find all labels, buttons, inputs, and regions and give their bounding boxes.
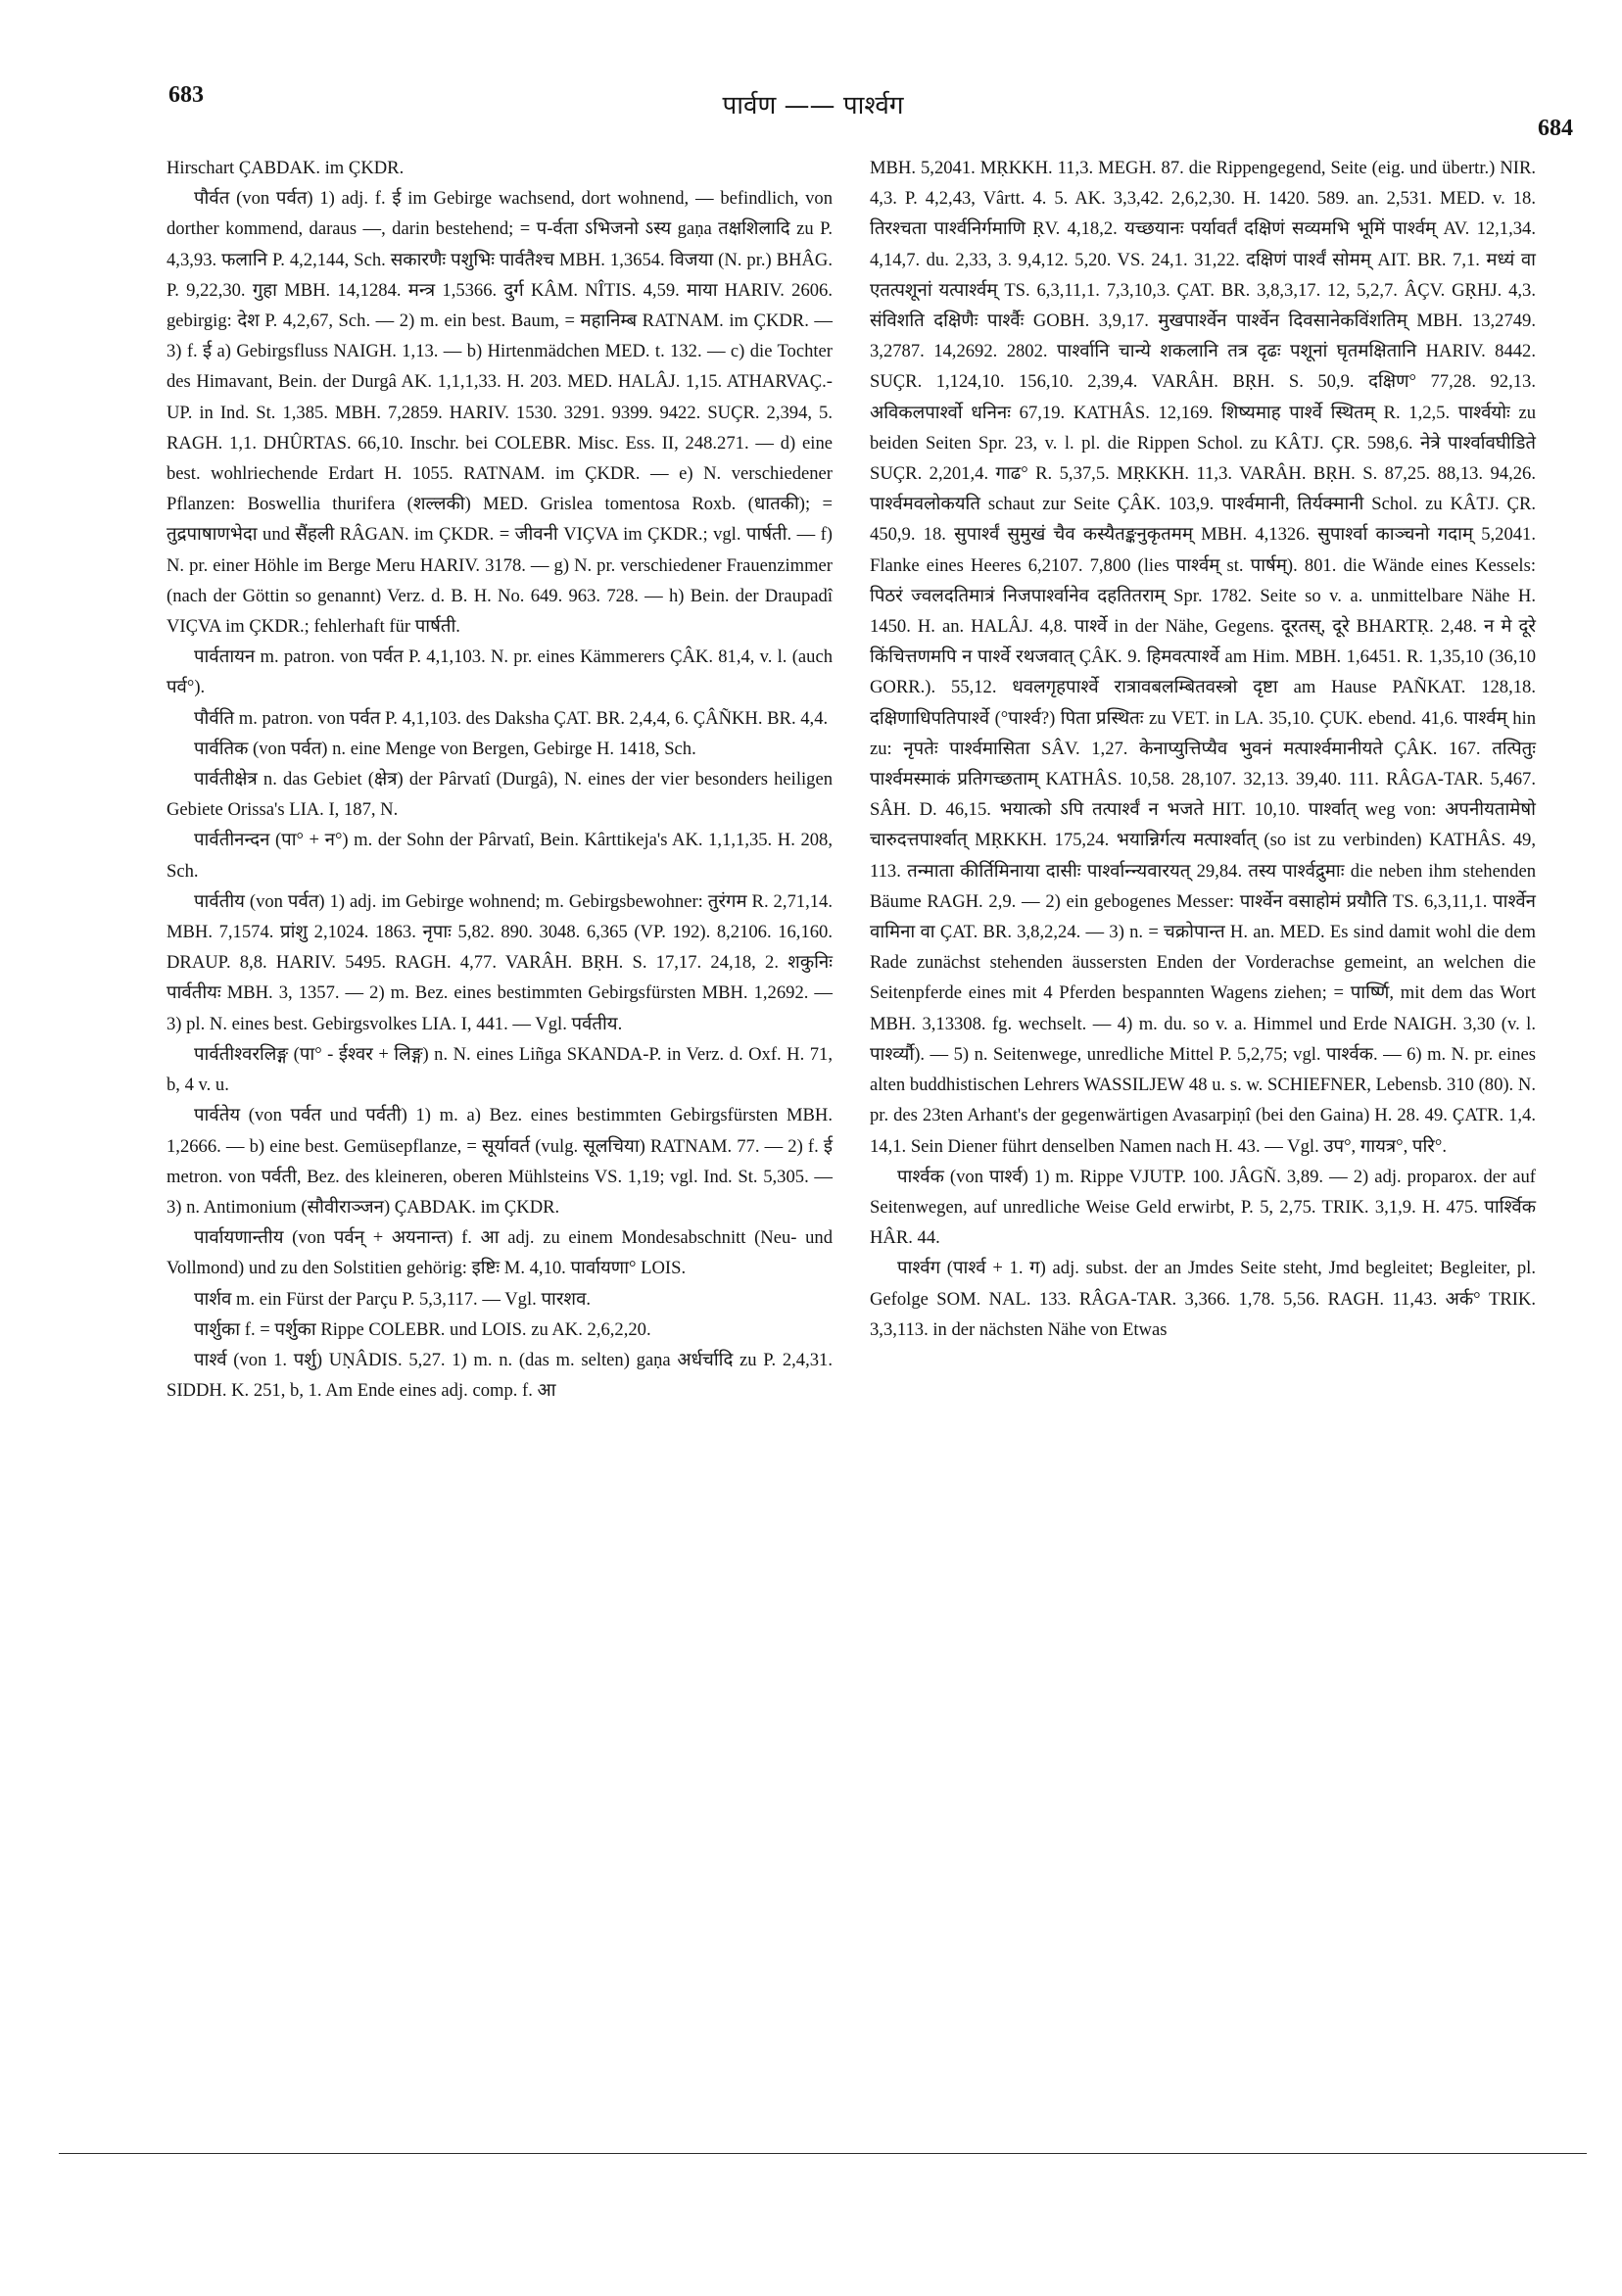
entry-paragraph: पार्श्वक (von पार्श्व) 1) m. Rippe VJUTP. 100. JÂGÑ. 3,89. — 2) adj. proparox. der auf Seitenwegen, auf unredliche Weise Geld erwirbt, P. 5, 2,75. TRIK. 3,1,9. H. 475. पार्श्विक HÂR. 44.: [870, 1166, 1536, 1249]
entry-paragraph: पार्वतीश्वरलिङ्ग (पा° - ईश्वर + लिङ्ग) n. N. eines Liñga SKANDA-P. in Verz. d. Oxf. H. 71, b, 4 v. u.: [167, 1043, 833, 1096]
entry-paragraph: MBH. 5,2041. MṚKKH. 11,3. MEGH. 87. die Rippengegend, Seite (eig. und übertr.) NIR. 4,3. P. 4,2,43, Vârtt. 4. 5. AK. 3,3,42. 2,6,2,30. H. 1420. 589. an. 2,531. MED. v. 18. तिरश्चता पार्श्वनिर्गमाणि ṚV. 4,18,2. यच्छयानः पर्यावर्तं दक्षिणं सव्यमभि भूमिं पार्श्वम् AV. 12,1,34. 4,14,7. du. 2,33, 3. 9,4,12. 5,20. VS. 24,1. 31,22. दक्षिणं पार्श्वं सोमम् AIT. BR. 7,1. मध्यं वा एतत्पशूनां यत्पार्श्वम् TS. 6,3,11,1. 7,3,10,3. ÇAT. BR. 3,8,3,17. 12, 5,2,7. ÂÇV. GṚHJ. 4,3. संविशति दक्षिणैः पार्श्वैः GOBH. 3,9,17. मुखपार्श्वेन पार्श्वेन दिवसानेकविंशतिम् MBH. 13,2749. 3,2787. 14,2692. 2802. पार्श्वानि चान्ये शकलानि तत्र दृढः पशूनां घृतमक्षितानि HARIV. 8442. SUÇR. 1,124,10. 156,10. 2,39,4. VARÂH. BṚH. S. 50,9. दक्षिण° 77,28. 92,13. अविकलपार्श्वो धनिनः 67,19. KATHÂS. 12,169. शिष्यमाह पार्श्वे स्थितम् R. 1,2,5. पार्श्वयोः zu beiden Seiten Spr. 23, v. l. pl. die Rippen Schol. zu KÂTJ. ÇR. 598,6. नेत्रे पार्श्वावघीडिते SUÇR. 2,201,4. गाढ° R. 5,37,5. MṚKKH. 11,3. VARÂH. BṚH. S. 87,25. 88,13. 94,26. पार्श्वमवलोकयति schaut zur Seite ÇÂK. 103,9. पार्श्वमानी, तिर्यक्मानी Schol. zu KÂTJ. ÇR. 450,9. 18. सुपार्श्वं सुमुखं चैव कस्यैतङ्कनुकृतमम् MBH. 4,1326. सुपार्श्वा काञ्चनो गदाम् 5,2041. Flanke eines Heeres 6,2107. 7,800 (lies पार्श्वम् st. पार्षम्). 801. die Wände eines Kessels: पिठरं ज्वलदतिमात्रं निजपार्श्वानेव दहतितराम् Spr. 1782. Seite so v. a. unmittelbare Nähe H. 1450. H. an. HALÂJ. 4,8. पार्श्वे in der Nähe, Gegens. दूरतस्, दूरे BHARTṚ. 2,48. न मे दूरे किंचित्तणमपि न पार्श्वे रथजवात् ÇÂK. 9. हिमवत्पार्श्वे am Him. MBH. 1,6451. R. 1,35,10 (36,10 GORR.). 55,12. धवलगृहपार्श्वे रात्रावबलम्बितवस्त्रो दृष्टा am Hause PAÑKAT. 128,18. दक्षिणाधिपतिपार्श्वे (°पार्श्व?) पिता प्रस्थितः zu VET. in LA. 35,10. ÇUK. ebend. 41,6. पार्श्वम् hin zu: नृपतेः पार्श्वमासिता SÂV. 1,27. केनाप्युत्तिप्यैव भुवनं मत्पार्श्वमानीयते ÇÂK. 167. तत्पितुः पार्श्वमस्माकं प्रतिगच्छताम् KATHÂS. 10,58. 28,107. 32,13. 39,40. 111. RÂGA-TAR. 5,467. SÂH. D. 46,15. भयात्को ऽपि तत्पार्श्वं न भजते HIT. 10,10. पार्श्वात् weg von: अपनीयतामेषो चारुदत्तपार्श्वात् MṚKKH. 175,24. भयान्निर्गत्य मत्पार्श्वात् (so ist zu verbinden) KATHÂS. 49, 113. तन्माता कीर्तिमिनाया दासीः पार्श्वान्न्यवारयत् 29,84. तस्य पार्श्वद्रुमाः die neben ihm stehenden Bäume RAGH. 2,9. — 2) ein gebogenes Messer: पार्श्वेन वसाहोमं प्रयौति TS. 6,3,11,1. पार्श्वेन वामिना वा ÇAT. BR. 3,8,2,24. — 3) n. = चक्रोपान्त H. an. MED. Es sind damit wohl die dem Rade zunächst stehenden äussersten Enden der Vorderachse gemeint, an welchen die Seitenpferde eines mit 4 Pferden bespannten Wagens ziehen; = पार्ष्णि, mit dem das Wort MBH. 3,13308. fg. wechselt. — 4) m. du. so v. a. Himmel und Erde NAIGH. 3,30 (v. l. पार्श्व्यौ). — 5) n. Seitenwege, unredliche Mittel P. 5,2,75; vgl. पार्श्वक. — 6) m. N. pr. eines alten buddhistischen Lehrers WASSILJEW 48 u. s. w. SCHIEFNER, Lebensb. 310 (80). N. pr. des 23ten Arhant's der gegenwärtigen Avasarpiṇî (bei den Gaina) H. 28. 49. ÇATR. 1,4. 14,1. Sein Diener führt denselben Namen nach H. 43. — Vgl. उप°, गायत्र°, परि°.: [870, 158, 1536, 1157]
entry-paragraph: पार्वतीय (von पर्वत) 1) adj. im Gebirge wohnend; m. Gebirgsbewohner: तुरंगम R. 2,71,14. MBH. 7,1574. प्रांशु 2,1024. 1863. नृपाः 5,82. 890. 3048. 6,365 (VP. 192). 8,2106. 16,160. DRAUP. 8,8. HARIV. 5495. RAGH. 4,77. VARÂH. BṚH. S. 17,17. 24,18, 2. शकुनिः पार्वतीयः MBH. 3, 1357. — 2) m. Bez. eines bestimmten Gebirgsfürsten MBH. 1,2692. — 3) pl. N. eines best. Gebirgsvolkes LIA. I, 441. — Vgl. पर्वतीय.: [167, 890, 833, 1034]
entry-paragraph: पार्श्व (von 1. पर्शु) UṆÂDIS. 5,27. 1) m. n. (das m. selten) gaṇa अर्धर्चादि zu P. 2,4,31. SIDDH. K. 251, b, 1. Am Ende eines adj. comp. f. आ: [167, 1349, 833, 1402]
entry-paragraph: पार्वायणान्तीय (von पर्वन् + अयनान्त) f. आ adj. zu einem Mondesabschnitt (Neu- und Vollmond) und zu den Solstitien gehörig: इष्टिः M. 4,10. पार्वायणा° LOIS.: [167, 1227, 833, 1279]
bottom-rule: [59, 2153, 1587, 2154]
entry-paragraph: पार्शुका f. = पर्शुका Rippe COLEBR. und LOIS. zu AK. 2,6,2,20.: [194, 1318, 651, 1340]
entry-paragraph: पौर्वत (von पर्वत) 1) adj. f. ई im Gebirge wachsend, dort wohnend, — befindlich, von dorther kommend, daraus —, darin bestehend; = प-र्वता ऽभिजनो ऽस्य gaṇa तक्षशिलादि zu P. 4,3,93. फलानि P. 4,2,144, Sch. सकारणैः पशुभिः पार्वतैश्च MBH. 1,3654. विजया (N. pr.) BHÂG. P. 9,22,30. गुहा MBH. 14,1284. मन्त्र 1,5366. दुर्ग KÂM. NÎTIS. 4,59. माया HARIV. 2606. gebirgig: देश P. 4,2,67, Sch. — 2) m. ein best. Baum, = महानिम्ब RATNAM. im ÇKDR. — 3) f. ई a) Gebirgsfluss NAIGH. 1,13. — b) Hirtenmädchen MED. t. 132. — c) die Tochter des Himavant, Bein. der Durgâ AK. 1,1,1,33. H. 203. MED. HALÂJ. 1,15. ATHARVAÇ.-UP. in Ind. St. 1,385. MBH. 7,2859. HARIV. 1530. 3291. 9399. 9422. SUÇR. 2,394, 5. RAGH. 1,1. DHÛRTAS. 66,10. Inschr. bei COLEBR. Misc. Ess. II, 248.271. — d) eine best. wohlriechende Erdart H. 1055. RATNAM. im ÇKDR. — e) N. verschiedener Pflanzen: Boswellia thurifera (शल्लकी) MED. Grislea tomentosa Roxb. (धातकी); = तुद्रपाषाणभेदा und सैंहली RÂGAN. im ÇKDR. = जीवनी VIÇVA im ÇKDR.; vgl. पार्षती. — f) N. pr. einer Höhle im Berge Meru HARIV. 3178. — g) N. pr. verschiedener Frauenzimmer (nach der Göttin so genannt) Verz. d. B. H. No. 649. 963. 728. — h) Bein. der Draupadî VIÇVA im ÇKDR.; fehlerhaft für पार्षती.: [167, 188, 833, 638]
entry-paragraph: पार्वतायन m. patron. von पर्वत P. 4,1,103. N. pr. eines Kämmerers ÇÂK. 81,4, v. l. (auch पर्व°).: [167, 646, 833, 698]
right-column: [870, 153, 1536, 1345]
entry-paragraph: पौर्वति m. patron. von पर्वत P. 4,1,103. des Daksha ÇAT. BR. 2,4,4, 6. ÇÂÑKH. BR. 4,4.: [194, 707, 829, 729]
entry-paragraph: पार्वतिक (von पर्वत) n. eine Menge von Bergen, Gebirge H. 1418, Sch.: [194, 738, 696, 759]
entry-paragraph: Hirschart ÇABDAK. im ÇKDR.: [167, 158, 405, 178]
entry-paragraph: पार्वतीक्षेत्र n. das Gebiet (क्षेत्र) der Pârvatî (Durgâ), N. eines der vier besonders heiligen Gebiete Orissa's LIA. I, 187, N.: [167, 769, 833, 821]
left-column: [167, 153, 833, 1406]
entry-paragraph: पार्वतीनन्दन (पा° + न°) m. der Sohn der Pârvatî, Bein. Kârttikeja's AK. 1,1,1,35. H. 208, Sch.: [167, 830, 833, 882]
page-number-left: 683: [168, 82, 204, 108]
entry-paragraph: पार्वतेय (von पर्वत und पर्वती) 1) m. a) Bez. eines bestimmten Gebirgsfürsten MBH. 1,2666. — b) eine best. Gemüsepflanze, = सूर्यावर्त (vulg. सूलचिया) RATNAM. 77. — 2) f. ई metron. von पर्वती, Bez. des kleineren, oberen Mühlsteins VS. 1,19; vgl. Ind. St. 5,305. — 3) n. Antimonium (सौवीराञ्जन) ÇABDAK. im ÇKDR.: [167, 1105, 833, 1218]
entry-paragraph: पार्शव m. ein Fürst der Parçu P. 5,3,117. — Vgl. पारशव.: [194, 1288, 592, 1310]
running-head: पार्वण —— पार्श्वग: [722, 91, 904, 120]
page-number-right: 684: [1538, 116, 1573, 141]
entry-paragraph: पार्श्वग (पार्श्व + 1. ग) adj. subst. der an Jmdes Seite steht, Jmd begleitet; Begleiter, pl. Gefolge SOM. NAL. 133. RÂGA-TAR. 3,366. 1,78. 5,56. RAGH. 11,43. अर्क° TRIK. 3,3,113. in der nächsten Nähe von Etwas: [870, 1258, 1536, 1340]
